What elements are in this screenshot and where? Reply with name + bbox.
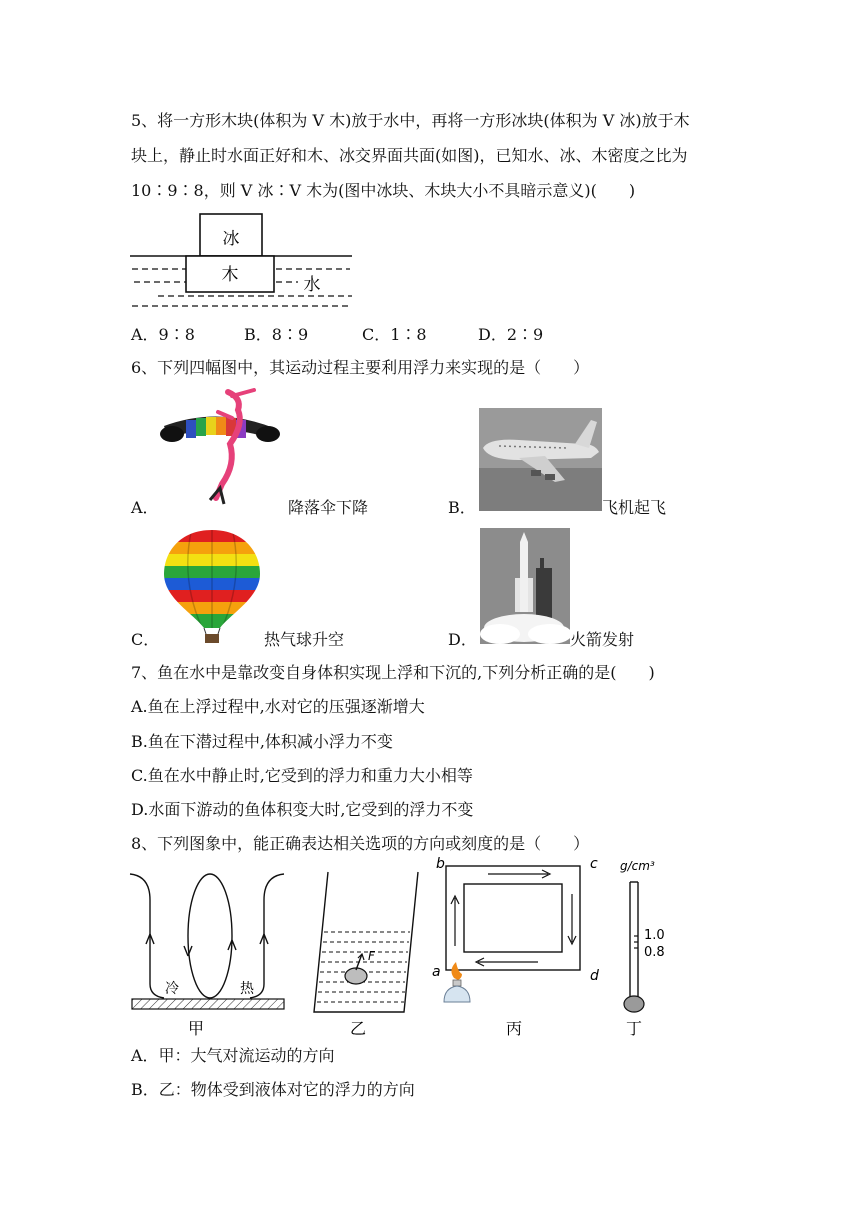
figure-ding-label: 丁 (625, 1019, 643, 1038)
wood-label: 木 (221, 265, 239, 285)
figure-jia-label: 甲 (187, 1019, 205, 1038)
q6-option-c-letter: C． (131, 630, 160, 649)
q6-option-d-caption: 火箭发射 (570, 630, 635, 649)
q7-option-a: A.鱼在上浮过程中,水对它的压强逐渐增大 (131, 697, 425, 716)
q5-ice-wood-figure (128, 210, 358, 315)
water-label: 水 (303, 275, 321, 295)
airplane-icon (479, 408, 602, 511)
tick-0-8-label: 0.8 (644, 945, 665, 960)
ice-label: 冰 (222, 229, 240, 249)
q5-stem-line-1: 5、将一方形木块(体积为 V 木)放于水中，再将一方形冰块(体积为 V 冰)放于木 (131, 111, 690, 130)
q6-option-d-letter: D． (448, 630, 477, 649)
q5-stem-line-2: 块上，静止时水面正好和木、冰交界面共面(如图)，已知水、冰、木密度之比为 (131, 146, 688, 165)
q6-option-b-caption: 飞机起飞 (602, 498, 667, 517)
corner-a-label: a (432, 964, 441, 980)
q7-stem: 7、鱼在水中是靠改变自身体积实现上浮和下沉的,下列分析正确的是( ) (131, 663, 655, 682)
corner-d-label: d (590, 968, 599, 984)
rocket-icon (480, 528, 570, 644)
q5-option-b: B．8∶9 (244, 325, 309, 344)
figure-yi-buoyancy (308, 870, 423, 1040)
corner-c-label: c (590, 856, 598, 872)
q6-option-a-caption: 降落伞下降 (288, 498, 369, 517)
hot-label: 热 (240, 981, 254, 997)
q6-option-b-letter: B． (448, 498, 476, 517)
tick-1-0-label: 1.0 (644, 928, 665, 943)
q5-option-d: D．2∶9 (478, 325, 544, 344)
q8-stem: 8、下列图象中，能正确表达相关选项的方向或刻度的是（ ） (131, 834, 590, 853)
figure-yi-label: 乙 (349, 1019, 367, 1038)
corner-b-label: b (436, 856, 445, 872)
q7-option-c: C.鱼在水中静止时,它受到的浮力和重力大小相等 (131, 766, 473, 785)
hot-air-balloon-icon (162, 528, 262, 645)
q6-option-c-caption: 热气球升空 (264, 630, 345, 649)
figure-jia-convection (128, 860, 293, 1040)
q8-option-b: B．乙：物体受到液体对它的浮力的方向 (131, 1080, 415, 1099)
figure-ding-densimeter (610, 856, 690, 1040)
q8-option-a: A．甲：大气对流运动的方向 (131, 1046, 335, 1065)
cold-label: 冷 (165, 981, 179, 997)
q6-stem: 6、下列四幅图中，其运动过程主要利用浮力来实现的是（ ） (131, 358, 590, 377)
q5-stem-line-3: 10∶9∶8，则 V 冰∶V 木为(图中冰块、木块大小不具暗示意义)( ) (131, 181, 636, 200)
figure-bing-label: 丙 (505, 1019, 523, 1038)
q5-option-a: A．9∶8 (131, 325, 195, 344)
q5-option-c: C．1∶8 (362, 325, 427, 344)
q6-option-a-letter: A． (131, 498, 159, 517)
density-unit-label: g/cm³ (620, 859, 655, 873)
parachute-icon (158, 388, 283, 510)
q7-option-d: D.水面下游动的鱼体积变大时,它受到的浮力不变 (131, 800, 474, 819)
q7-option-b: B.鱼在下潜过程中,体积减小浮力不变 (131, 732, 393, 751)
force-label: F (368, 949, 375, 963)
figure-bing-heated-tube (428, 850, 608, 1040)
